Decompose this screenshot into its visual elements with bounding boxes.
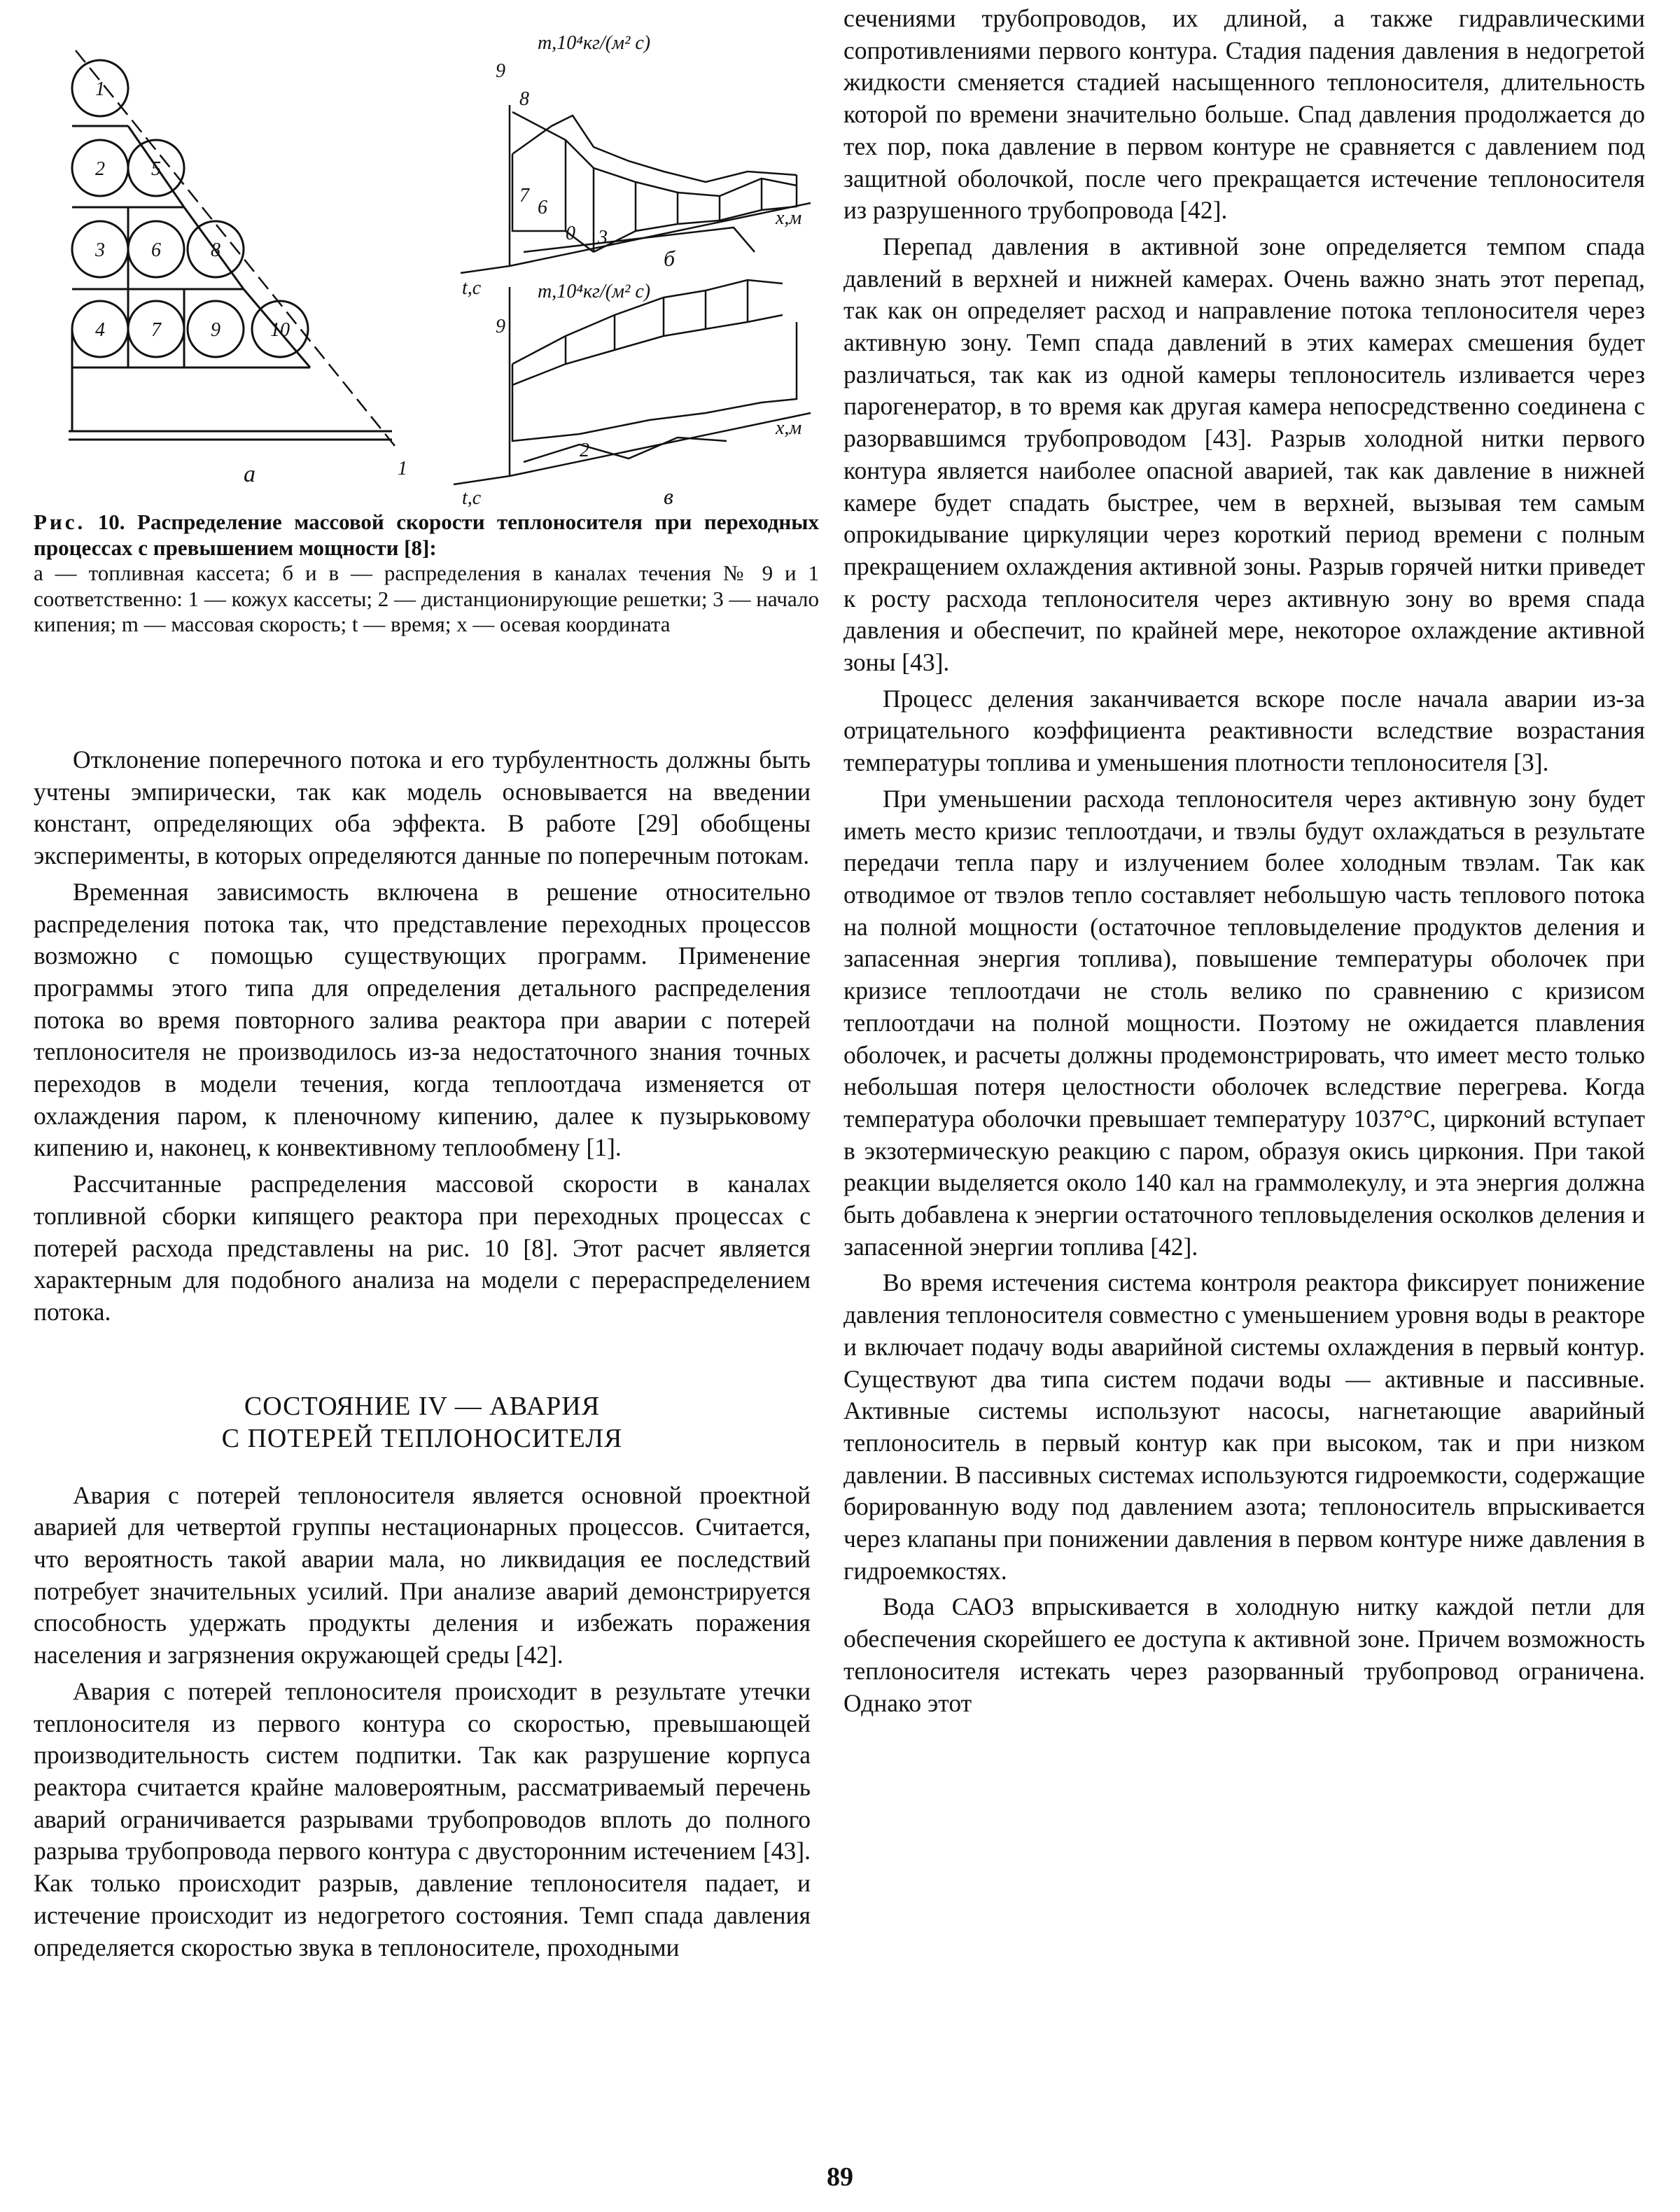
paragraph: Перепад давления в активной зоне определяется темпом спада давлений в верхней и нижней камерах. Очень важно знать этот перепад, так как он определяет расход и направление потока теплоносителя через активную зону. Темп спада давлений в этих камерах смешения будет различаться, так как из одной камеры теплоноситель изливается через парогенератор, в то время как другая камера непосредственно соединена с разорвавшимся трубопроводом [43]. Разрыв холодной нитки первого контура является наиболее опасной аварией, так как давление в нижней камере будет спадать быстрее, чем в верхней, вызывая тем самым опрокидывание циркуляции через короткий период времени с полным прекращением охлаждения активной зоны. Разрыв горячей нитки приведет к росту расхода теплоносителя через активную зону во время спада давления и обеспечит, по крайней мере, некоторое охлаждение активной зоны [43]. — [844, 232, 1645, 677]
leader-number: 1 — [398, 458, 407, 479]
axis-label-m: m,10⁴кг/(м² с) — [538, 32, 651, 54]
cell-number: 7 — [151, 319, 161, 341]
cell-number: 8 — [211, 239, 220, 261]
tick-label: 6 — [538, 197, 547, 218]
plot-b — [461, 105, 811, 273]
section-heading: СОСТОЯНИЕ IV — АВАРИЯ — [244, 1391, 601, 1421]
axis-label-m: m,10⁴кг/(м² с) — [538, 281, 651, 302]
axis-label-x: x,м — [776, 417, 802, 439]
figure-10 — [34, 21, 825, 511]
paragraph: Рассчитанные распределения массовой скорости в каналах топливной сборки кипящего реактора при переходных процессах с потерей расхода представлены на рис. 10 [8]. Этот расчет является характерным для подобного анализа на модели с перераспределением потока. — [34, 1170, 811, 1326]
tick-label: 7 — [519, 185, 529, 206]
tick-label: 0 — [566, 223, 575, 244]
leader-number: 2 — [580, 440, 589, 461]
cell-number: 1 — [95, 78, 105, 100]
cell-number: 9 — [211, 319, 220, 341]
paragraph: сечениями трубопроводов, их длиной, а также гидравлическими сопротивлениями первого контура. Стадия падения давления в недогретой жидкости сменяется стадией насыщенного теплоносителя, длительность которой по времени значительно больше. Спад давления продолжается до тех пор, пока давление в первом контуре не сравняется с давлением под защитной оболочкой, после чего прекращается истечение теплоносителя из разрушенного трубопровода [42]. — [844, 4, 1645, 225]
plot-v — [454, 280, 811, 484]
caption-legend: а — топливная кассета; б и в — распределения в каналах течения № 9 и 1 соответственно: 1 — кожух кассеты; 2 — дистанционирующие решетки; 3 — начало кипения; m — массовая скорость; t — время; x — осевая координата — [34, 561, 819, 636]
axis-label-t: t,c — [462, 487, 482, 509]
axis-label-t: t,c — [462, 277, 482, 299]
right-column — [844, 3, 1645, 1719]
figure-caption — [34, 510, 819, 638]
paragraph: Временная зависимость включена в решение относительно распределения потока так, что представление переходных процессов возможно с помощью существующих программ. Применение программы этого типа для определения детального распределения потока во время повторного залива реактора при аварии с потерей теплоносителя не производилось из-за недостаточного знания точных переходов в модели течения, когда теплоотдача изменяется от охлаждения паром, к пленочному кипению, далее к пузырьковому кипению и, наконец, к конвективному теплообмену [1]. — [34, 877, 811, 1162]
tick-label: 9 — [496, 60, 505, 82]
paragraph: Процесс деления заканчивается вскоре после начала аварии из-за отрицательного коэффициента реактивности вследствие возрастания температуры топлива и уменьшения плотности теплоносителя [3]. — [844, 684, 1645, 777]
caption-title — [34, 510, 819, 561]
figure-label-v: в — [664, 484, 673, 509]
caption-title-text: 10. Распределение массовой скорости теплоносителя при переходных процессах с превышением мощности [8]: — [34, 510, 819, 560]
paragraph: Во время истечения система контроля реактора фиксирует понижение давления теплоносителя совместно с уменьшением уровня воды в реакторе и включает подачу воды аварийной системы охлаждения в первый контур. Существуют два типа систем подачи воды — активные и пассивные. Активные системы используют насосы, нагнетающие аварийный теплоноситель в первый контур как при высоком, так и при низком давлении. В пассивных системах используются гидроемкости, содержащие борированную воду под давлением азота; теплоноситель впрыскивается через клапаны при понижении давления в первом контуре ниже давления в гидроемкостях. — [844, 1268, 1645, 1585]
caption-prefix: Рис. — [34, 510, 86, 534]
cell-number: 6 — [151, 239, 161, 261]
page-number: 89 — [827, 2162, 853, 2192]
paragraph: При уменьшении расхода теплоносителя через активную зону будет иметь место кризис теплоотдачи, и твэлы будут охлаждаться в результате передачи тепла пару и излучением более холодным твэлам. Так как отводимое от твэлов тепло составляет небольшую часть теплового потока на полной мощности (остаточное тепловыделение продуктов деления и запасенная энергия топлива), повышение температуры оболочек при кризисе теплоотдачи не столь велико по сравнению с кризисом теплоотдачи на полной мощности. Поэтому не ожидается плавления оболочек, и расчеты должны продемонстрировать, что имеет место только небольшая потеря целостности оболочек вследствие перегрева. Когда температура оболочки превышает температуру 1037°С, цирконий вступает в экзотермическую реакцию с паром, образуя окись циркония. При такой реакции выделяется около 140 кал на граммолекулу, и эта энергия должна быть добавлена к энергии остаточного тепловыделения осколков деления и запасенной энергии топлива [42]. — [844, 784, 1645, 1261]
left-column — [34, 744, 811, 1963]
cell-number: 2 — [95, 158, 105, 180]
cell-number: 3 — [95, 239, 105, 261]
paragraph: Отклонение поперечного потока и его турбулентность должны быть учтены эмпирически, так как модель основывается на введении констант, определяющих оба эффекта. В работе [29] обобщены эксперименты, в которых определяются данные по поперечным потокам. — [34, 746, 811, 870]
cell-number: 4 — [95, 319, 105, 341]
figure-label-b: б — [664, 246, 676, 271]
cell-number: 5 — [151, 158, 161, 180]
figure-label-a: а — [244, 461, 255, 487]
axis-label-x: x,м — [776, 207, 802, 229]
paragraph: Авария с потерей теплоносителя происходит в результате утечки теплоносителя из первого контура со скоростью, превышающей производительность систем подпитки. Так как разрушение корпуса реактора считается крайне маловероятным, рассматриваемый перечень аварий ограничивается разрывами трубопроводов вплоть до полного разрыва трубопровода первого контура с двусторонним истечением [43]. Как только происходит разрыв, давление теплоносителя падает, и истечение происходит из недогретого состояния. Темп спада давления определяется скоростью звука в теплоносителе, проходными — [34, 1676, 811, 1961]
tick-label: 8 — [519, 88, 529, 110]
cell-number: 10 — [270, 319, 290, 341]
paragraph: Авария с потерей теплоносителя является основной проектной аварией для четвертой группы нестационарных процессов. Считается, что вероятность такой аварии мала, но ликвидация ее последствий потребует значительных усилий. При анализе аварий демонстрируется способность удержать продукты деления и избежать поражения населения и загрязнения окружающей среды [42]. — [34, 1480, 811, 1670]
leader-number: 3 — [598, 227, 608, 248]
paragraph: Вода САОЗ впрыскивается в холодную нитку каждой петли для обеспечения скорейшего ее доступа к активной зоне. Причем возможность теплоносителя истекать через разорванный трубопровод ограничена. Однако этот — [844, 1592, 1645, 1717]
tick-label: 9 — [496, 316, 505, 337]
section-heading: С ПОТЕРЕЙ ТЕПЛОНОСИТЕЛЯ — [221, 1423, 623, 1453]
